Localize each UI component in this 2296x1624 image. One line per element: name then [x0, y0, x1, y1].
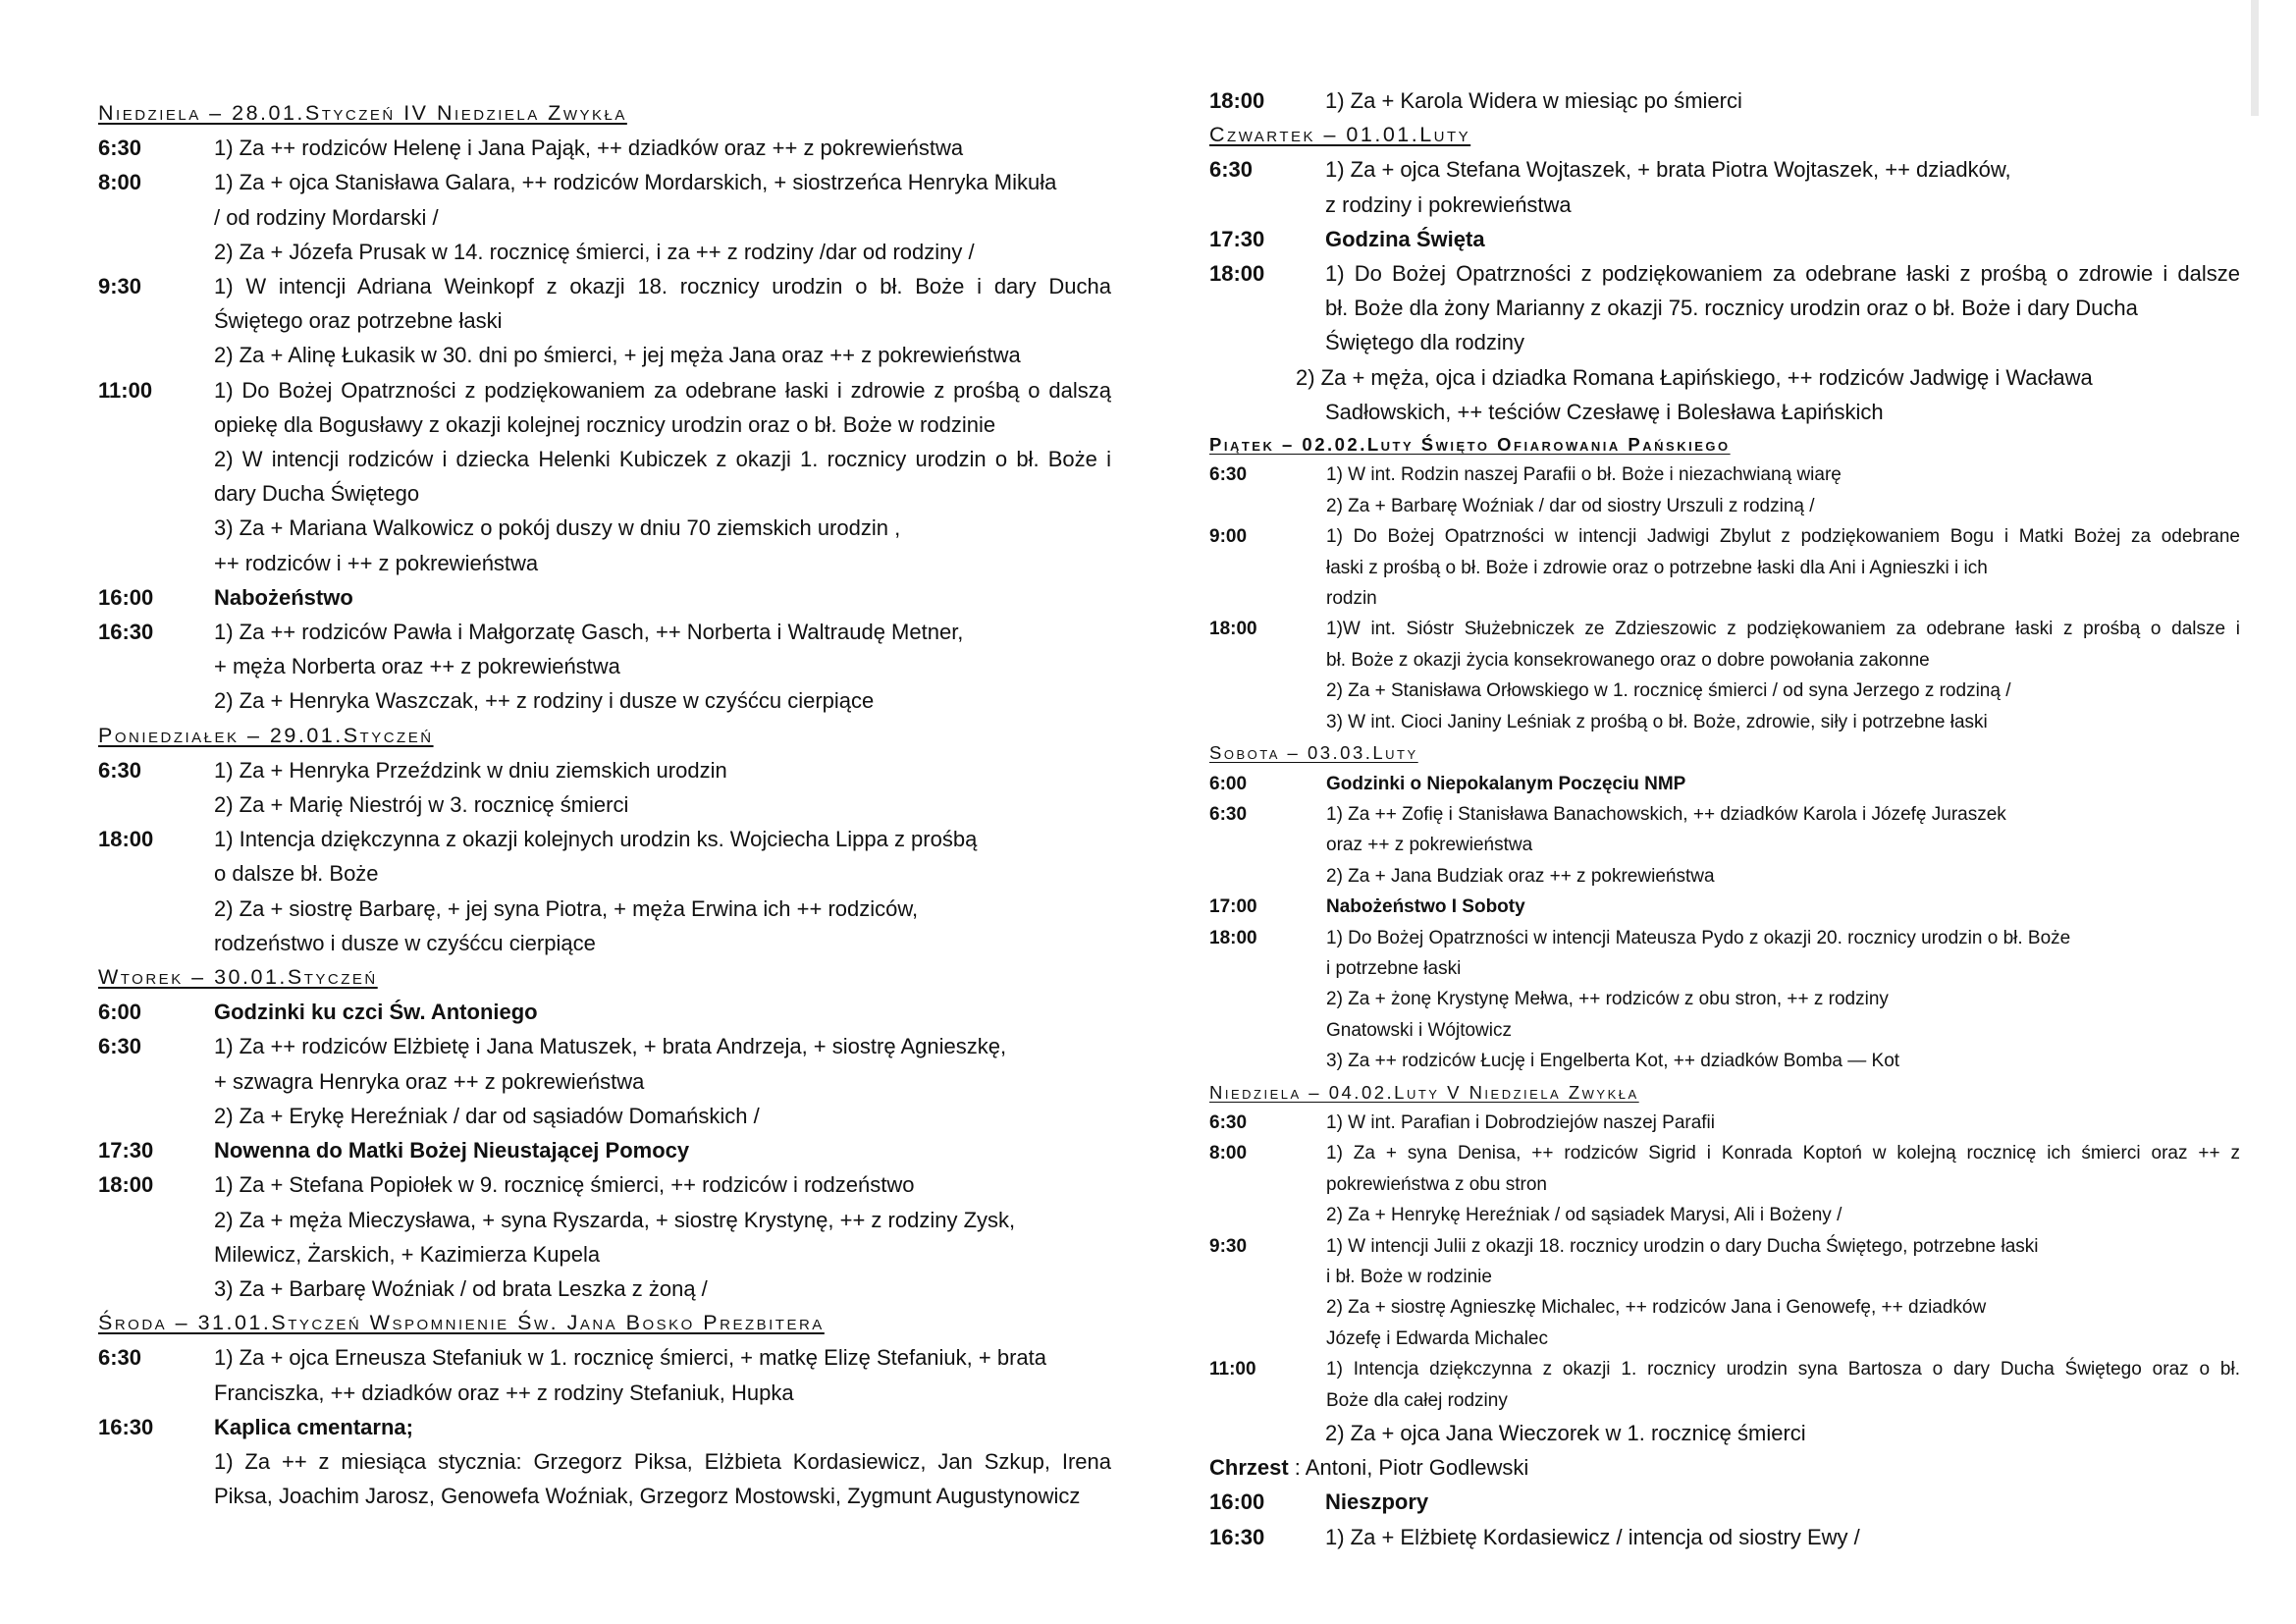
mass-time: 18:00 — [98, 1172, 154, 1198]
mass-intentions — [1326, 1231, 2240, 1355]
mass-intentions — [1325, 152, 2240, 221]
intention-line: ++ rodziców i ++ z pokrewieństwa — [214, 550, 539, 575]
intention-line: Godzina Święta — [1325, 226, 1485, 251]
mass-entry — [1209, 521, 2240, 614]
mass-intentions — [1326, 892, 2240, 922]
mass-entry — [1209, 222, 2240, 256]
mass-intentions — [1326, 799, 2240, 892]
intention-line: 2) Za + siostrę Barbarę, + jej syna Piotra, + męża Erwina ich ++ rodziców, — [214, 895, 919, 921]
intention-line: 3) Za + Mariana Walkowicz o pokój duszy w dniu 70 ziemskich urodzin , — [214, 515, 901, 541]
mass-intentions — [214, 615, 1111, 719]
mass-time: 8:00 — [98, 170, 142, 195]
day-heading-text: Poniedziałek – 29.01.Styczeń — [98, 723, 434, 747]
intention-line: 1) Za ++ Zofię i Stanisława Banachowskich, ++ dziadków Karola i Józefę Juraszek — [1326, 803, 2006, 825]
mass-intentions — [1325, 1416, 2240, 1450]
day-heading-text: Niedziela – 04.02.Luty V Niedziela Zwykła — [1209, 1081, 1639, 1103]
intention-line: 2) Za + Marię Niestrój w 3. rocznicę śmierci — [214, 792, 629, 818]
day-heading — [1209, 737, 2240, 768]
mass-time: 16:00 — [1209, 1489, 1265, 1515]
intention-line: opiekę dla Bogusławy z okazji kolejnej rocznicy urodzin oraz o bł. Boże w rodzinie — [214, 411, 996, 437]
intention-line: 1) Za ++ z miesiąca stycznia: Grzegorz Piksa, Elżbieta Kordasiewicz, Jan Szkup, Irena — [214, 1448, 1111, 1474]
intention-line: 2) Za + ojca Jana Wieczorek w 1. rocznicę śmierci — [1325, 1421, 1806, 1446]
mass-entry — [1209, 614, 2240, 737]
mass-entry — [1209, 1138, 2240, 1230]
intention-line: i potrzebne łaski — [1326, 957, 1462, 979]
intention-line: 1) Za ++ rodziców Pawła i Małgorzatę Gasch, ++ Norberta i Waltraudę Metner, — [214, 620, 964, 645]
mass-time: 16:30 — [98, 1414, 154, 1439]
mass-time: 6:30 — [98, 757, 142, 783]
mass-intentions — [214, 165, 1111, 269]
mass-entry — [1209, 1354, 2240, 1416]
intention-line: 1)W int. Sióstr Służebniczek ze Zdzieszowic z podziękowaniem za odebrane łaski z prośbą o dalsze i — [1326, 619, 2240, 640]
mass-time: 18:00 — [1209, 927, 1257, 948]
mass-intentions — [214, 269, 1111, 373]
mass-time: 18:00 — [1209, 261, 1265, 287]
intention-line: 2) Za + męża Mieczysława, + syna Ryszarda, + siostrę Krystynę, ++ z rodziny Zysk, — [214, 1207, 1016, 1232]
intention-line: 2) Za + Alinę Łukasik w 30. dni po śmierci, + jej męża Jana oraz ++ z pokrewieństwa — [214, 343, 1021, 368]
intention-line: 1) Za ++ rodziców Elżbietę i Jana Matuszek, + brata Andrzeja, + siostrę Agnieszkę, — [214, 1034, 1007, 1059]
mass-time: 9:30 — [1209, 1235, 1248, 1257]
mass-time: 6:30 — [1209, 1111, 1248, 1133]
baptism-label: Chrzest — [1209, 1455, 1289, 1481]
intention-line: Piksa, Joachim Jarosz, Genowefa Woźniak, Grzegorz Mostowski, Zygmunt Augustynowicz — [214, 1484, 1081, 1509]
mass-intentions — [214, 1029, 1111, 1133]
intention-line: Świętego dla rodziny — [1325, 330, 1525, 355]
intention-line: Nowenna do Matki Bożej Nieustającej Pomocy — [214, 1138, 690, 1164]
day-heading — [1209, 429, 2240, 460]
intention-line: Franciszka, ++ dziadków oraz ++ z rodziny Stefaniuk, Hupka — [214, 1380, 794, 1405]
mass-time: 17:00 — [1209, 896, 1257, 918]
intention-line: 1) Za + ojca Stanisława Galara, ++ rodziców Mordarskich, + siostrzeńca Henryka Mikuła — [214, 170, 1057, 195]
intention-line: Nabożeństwo — [214, 584, 353, 610]
intention-line: 2) Za + Stanisława Orłowskiego w 1. rocznicę śmierci / od syna Jerzego z rodziną / — [1326, 680, 2011, 702]
intention-line: oraz ++ z pokrewieństwa — [1326, 835, 1533, 856]
intention-line: 1) W intencji Adriana Weinkopf z okazji 18. rocznicy urodzin o bł. Boże i dary Ducha — [214, 274, 1111, 299]
intention-line: Świętego oraz potrzebne łaski — [214, 308, 503, 334]
mass-entry — [98, 615, 1111, 719]
intention-line: 2) Za + Henrykę Hereźniak / od sąsiadek Marysi, Ali i Bożeny / — [1326, 1205, 1842, 1226]
mass-time — [98, 1444, 214, 1513]
intention-line: 1) Do Bożej Opatrzności z podziękowaniem za odebrane łaski i zdrowie z prośbą o dalszą — [214, 377, 1111, 403]
mass-time: 6:00 — [98, 1000, 142, 1025]
intention-line: 2) Za + Henryka Waszczak, ++ z rodziny i dusze w czyśćcu cierpiące — [214, 688, 875, 714]
mass-time: 16:00 — [98, 584, 154, 610]
mass-entry — [98, 1029, 1111, 1133]
intention-line: 1) Za + ojca Erneusza Stefaniuk w 1. rocznicę śmierci, + matkę Elizę Stefaniuk, + brata — [214, 1345, 1046, 1371]
intention-line: 1) Za + syna Denisa, ++ rodziców Sigrid i Konrada Koptoń w kolejną rocznicę ich śmierci oraz ++ z — [1326, 1143, 2240, 1164]
intention-line: Boże dla całej rodziny — [1326, 1389, 1508, 1411]
mass-entry — [1209, 460, 2240, 521]
mass-intentions — [1325, 1485, 2240, 1519]
intention-line: łaski z prośbą o bł. Boże i zdrowie oraz o potrzebne łaski dla Ani i Agnieszki i ich — [1326, 557, 1988, 578]
mass-entry — [1209, 769, 2240, 799]
mass-entry — [1209, 1485, 2240, 1519]
intention-line: Nabożeństwo I Soboty — [1326, 896, 1525, 918]
mass-time: 8:00 — [1209, 1143, 1248, 1164]
intention-line: 3) Za ++ rodziców Łucję i Engelberta Kot, ++ dziadków Bomba — Kot — [1326, 1051, 1900, 1072]
mass-time: 16:30 — [98, 620, 154, 645]
intention-line: 2) Za + Jana Budziak oraz ++ z pokrewieństwa — [1326, 865, 1715, 887]
day-heading-text: Wtorek – 30.01.Styczeń — [98, 965, 378, 990]
intention-line: 1) Intencja dziękczynna z okazji kolejnych urodzin ks. Wojciecha Lippa z prośbą — [214, 827, 978, 852]
intention-line: 1) Za ++ rodziców Helenę i Jana Pająk, ++ dziadków oraz ++ z pokrewieństwa — [214, 135, 964, 161]
intention-line: 2) Za + męża, ojca i dziadka Romana Łapińskiego, ++ rodziców Jadwigę i Wacława — [1296, 364, 2093, 390]
intention-line: Godzinki ku czci Św. Antoniego — [214, 1000, 538, 1025]
intention-line: 1) W intencji Julii z okazji 18. rocznicy urodzin o dary Ducha Świętego, potrzebne łaski — [1326, 1235, 2039, 1257]
mass-entry — [98, 1167, 1111, 1306]
mass-entry — [98, 269, 1111, 373]
scrollbar-thumb[interactable] — [2251, 0, 2259, 116]
intention-line: 1) Do Bożej Opatrzności z podziękowaniem za odebrane łaski z prośbą o zdrowie i dalsze — [1325, 261, 2240, 287]
mass-time: 6:30 — [1209, 157, 1254, 183]
mass-intentions — [214, 753, 1111, 822]
mass-time: 6:30 — [1209, 464, 1248, 486]
mass-time — [1209, 1416, 1325, 1450]
mass-intentions — [1326, 769, 2240, 799]
day-heading — [1209, 118, 2240, 152]
mass-intentions — [214, 1340, 1111, 1409]
mass-time: 6:30 — [98, 135, 142, 161]
mass-time: 11:00 — [1209, 1359, 1256, 1380]
intention-line: 1) W int. Rodzin naszej Parafii o bł. Boże i niezachwianą wiarę — [1326, 464, 1842, 486]
intention-line: 3) W int. Cioci Janiny Leśniak z prośbą o bł. Boże, zdrowie, siły i potrzebne łaski — [1326, 711, 1988, 732]
intention-line: 1) Za + Henryka Przeździnk w dniu ziemskich urodzin — [214, 757, 727, 783]
intention-line: / od rodziny Mordarski / — [214, 204, 439, 230]
day-heading — [98, 960, 1111, 995]
mass-entry — [98, 373, 1111, 580]
day-heading — [1209, 1077, 2240, 1108]
mass-entry — [98, 1340, 1111, 1409]
mass-entry — [1209, 1520, 2240, 1554]
mass-intentions — [1325, 222, 2240, 256]
mass-time: 9:00 — [1209, 526, 1248, 548]
mass-time: 6:30 — [1209, 803, 1248, 825]
mass-time: 16:30 — [1209, 1524, 1265, 1549]
mass-intentions — [1325, 256, 2240, 360]
mass-intentions — [1326, 923, 2240, 1077]
day-heading-text: Czwartek – 01.01.Luty — [1209, 123, 1471, 147]
intention-line: 1) W int. Parafian i Dobrodziejów naszej Parafii — [1326, 1111, 1716, 1133]
intention-line: Józefę i Edwarda Michalec — [1326, 1327, 1548, 1349]
mass-entry — [98, 1410, 1111, 1444]
mass-entry — [98, 995, 1111, 1029]
day-heading-text: Środa – 31.01.Styczeń Wspomnienie Św. Jana Bosko Prezbitera — [98, 1311, 825, 1335]
mass-entry — [1209, 799, 2240, 892]
intention-line: Kaplica cmentarna; — [214, 1414, 413, 1439]
mass-intentions — [1326, 1354, 2240, 1416]
mass-intentions — [214, 131, 1111, 165]
day-heading-text: Piątek – 02.02.Luty Święto Ofiarowania Pańskiego — [1209, 434, 1731, 456]
mass-time: 17:30 — [1209, 226, 1265, 251]
intention-line: 2) W intencji rodziców i dziecka Helenki Kubiczek z okazji 1. rocznicy urodzin o bł. Boże i — [214, 447, 1111, 472]
intention-line: 2) Za + żonę Krystynę Mełwa, ++ rodziców z obu stron, ++ z rodziny — [1326, 989, 1889, 1010]
intention-line: + męża Norberta oraz ++ z pokrewieństwa — [214, 654, 620, 679]
baptism-line — [1209, 1450, 2240, 1485]
day-heading-text: Sobota – 03.03.Luty — [1209, 742, 1418, 764]
intention-line: pokrewieństwa z obu stron — [1326, 1173, 1547, 1195]
intention-line: z rodziny i pokrewieństwa — [1325, 191, 1572, 217]
intention-line: 1) Za + Elżbietę Kordasiewicz / intencja od siostry Ewy / — [1325, 1524, 1860, 1549]
mass-intentions — [1326, 521, 2240, 614]
intention-line: Sadłowskich, ++ teściów Czesławę i Bolesława Łapińskich — [1325, 399, 1884, 424]
mass-intentions — [214, 995, 1111, 1029]
mass-entry — [1209, 1416, 2240, 1450]
intention-line: Milewicz, Żarskich, + Kazimierza Kupela — [214, 1241, 601, 1267]
left-column — [98, 0, 1111, 1513]
mass-intentions — [214, 1444, 1111, 1513]
baptism-names: : Antoni, Piotr Godlewski — [1288, 1455, 1529, 1481]
intention-line: 1) Za + Karola Widera w miesiąc po śmierci — [1325, 88, 1742, 113]
intention-line: rodzin — [1326, 588, 1377, 610]
mass-entry — [1209, 923, 2240, 1077]
intention-line: bł. Boże z okazji życia konsekrowanego oraz o dobre powołania zakonne — [1326, 649, 1930, 671]
mass-entry — [98, 165, 1111, 269]
intention-line: + szwagra Henryka oraz ++ z pokrewieństwa — [214, 1068, 645, 1094]
mass-time: 6:00 — [1209, 773, 1248, 794]
mass-time: 6:30 — [98, 1034, 142, 1059]
mass-intentions — [214, 1167, 1111, 1306]
mass-intentions — [1326, 460, 2240, 521]
mass-time: 18:00 — [98, 827, 154, 852]
mass-entry — [98, 131, 1111, 165]
intention-line: bł. Boże dla żony Marianny z okazji 75. rocznicy urodzin oraz o bł. Boże i dary Ducha — [1325, 296, 2138, 321]
intention-line: 2) Za + Barbarę Woźniak / dar od siostry Urszuli z rodziną / — [1326, 495, 1815, 516]
intention-continuation — [1209, 395, 2240, 429]
intention-line: 2) Za + siostrę Agnieszkę Michalec, ++ rodziców Jana i Genowefę, ++ dziadków — [1326, 1297, 1987, 1319]
intention-line: dary Ducha Świętego — [214, 481, 420, 507]
mass-entry — [1209, 1108, 2240, 1138]
intention-line: o dalsze bł. Boże — [214, 861, 379, 887]
intention-line: 3) Za + Barbarę Woźniak / od brata Leszka z żoną / — [214, 1275, 708, 1301]
intention-line: 2) Za + Józefa Prusak w 14. rocznicę śmierci, i za ++ z rodziny /dar od rodziny / — [214, 239, 975, 264]
mass-time: 17:30 — [98, 1138, 154, 1164]
mass-time: 18:00 — [1209, 619, 1257, 640]
day-heading — [98, 719, 1111, 753]
intention-line: Nieszpory — [1325, 1489, 1429, 1515]
mass-entry — [1209, 152, 2240, 221]
intention-continuation — [1209, 360, 2240, 395]
mass-intentions — [214, 1133, 1111, 1167]
mass-entry — [98, 580, 1111, 615]
mass-entry — [1209, 83, 2240, 118]
mass-intentions — [214, 373, 1111, 580]
mass-entry — [1209, 892, 2240, 922]
intention-line: rodzeństwo i dusze w czyśćcu cierpiące — [214, 930, 596, 955]
day-heading-text: Niedziela – 28.01.Styczeń IV Niedziela Zwykła — [98, 101, 627, 125]
mass-time: 9:30 — [98, 274, 142, 299]
mass-entry — [98, 1444, 1111, 1513]
right-column — [1209, 0, 2240, 1554]
intention-line: 1) Intencja dziękczynna z okazji 1. rocznicy urodzin syna Bartosza o dary Ducha Świętego oraz o bł. — [1326, 1359, 2240, 1380]
mass-time: 11:00 — [98, 377, 153, 403]
intention-line: i bł. Boże w rodzinie — [1326, 1267, 1492, 1287]
mass-time: 18:00 — [1209, 88, 1265, 113]
mass-intentions — [214, 1410, 1111, 1444]
intention-line: Godzinki o Niepokalanym Poczęciu NMP — [1326, 773, 1686, 794]
mass-time: 6:30 — [98, 1345, 142, 1371]
mass-intentions — [1325, 1520, 2240, 1554]
mass-entry — [98, 1133, 1111, 1167]
mass-intentions — [1325, 83, 2240, 118]
mass-entry — [1209, 256, 2240, 360]
intention-line: Gnatowski i Wójtowicz — [1326, 1019, 1512, 1041]
intention-line: 1) Za + Stefana Popiołek w 9. rocznicę śmierci, ++ rodziców i rodzeństwo — [214, 1172, 915, 1198]
mass-entry — [98, 822, 1111, 960]
mass-entry — [1209, 1231, 2240, 1355]
mass-intentions — [214, 822, 1111, 960]
mass-intentions — [1326, 614, 2240, 737]
mass-intentions — [214, 580, 1111, 615]
intention-line: 1) Do Bożej Opatrzności w intencji Jadwigi Zbylut z podziękowaniem Bogu i Matki Bożej za odebrane — [1326, 526, 2240, 548]
intention-line: 1) Za + ojca Stefana Wojtaszek, + brata Piotra Wojtaszek, ++ dziadków, — [1325, 157, 2011, 183]
intention-line: 2) Za + Erykę Hereźniak / dar od sąsiadów Domańskich / — [214, 1103, 760, 1128]
intention-line: 1) Do Bożej Opatrzności w intencji Mateusza Pydo z okazji 20. rocznicy urodzin o bł. Boże — [1326, 927, 2071, 948]
mass-intentions — [1326, 1138, 2240, 1230]
mass-intentions — [1326, 1108, 2240, 1138]
day-heading — [98, 1306, 1111, 1340]
day-heading — [98, 96, 1111, 131]
mass-entry — [98, 753, 1111, 822]
